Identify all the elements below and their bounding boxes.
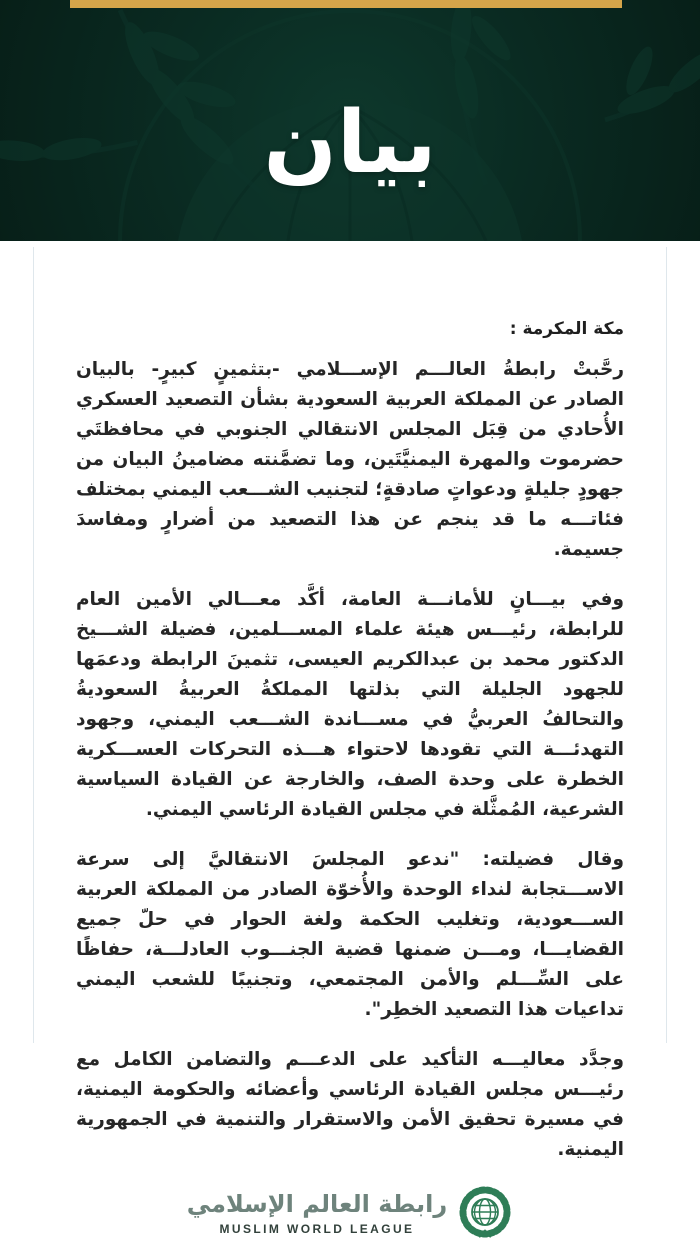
logo-arabic-calligraphy: رابطة العالم الإسلامي bbox=[186, 1190, 448, 1219]
paragraph-4: وجدَّد معاليـــه التأكيد على الدعـــم والتضامن الكامل مع رئيـــس مجلس القيادة الرئاسي وأعضائه والحكومة اليمنية، في مسيرة تحقيق الأمن والاستقرار والتنمية في الجمهورية اليمنية. bbox=[76, 1049, 624, 1160]
statement-title: بيان bbox=[263, 93, 437, 193]
gold-accent-bar bbox=[70, 0, 622, 8]
header-background bbox=[0, 0, 700, 241]
muslim-world-league-logo bbox=[76, 1185, 624, 1241]
logo-english-name: MUSLIM WORLD LEAGUE bbox=[219, 1221, 415, 1236]
statement-body bbox=[33, 247, 667, 1236]
paragraph-2: وفي بيـــانٍ للأمانـــة العامة، أكَّد معـــالي الأمين العام للرابطة، رئيـــس هيئة علماء المســـلمين، فضيلة الشـــيخ الدكتور محمد بن عبدالكريم العيسى، تثمينَ الرابطة ودعمَها للجهود الجليلة التي بذلتها المملكةُ العربيةُ السعوديةُ والتحالفُ العربيُّ في مســـاندة الشـــعب اليمني، وجهود التهدئـــة التي تقودها لاحتواء هـــذه التحركات العســـكرية الخطرة على وحدة الصف، والخارجة عن القيادة السياسية الشرعية، المُمثَّلة في مجلس القيادة الرئاسي اليمني. bbox=[76, 589, 624, 820]
location-heading: مكة المكرمة : bbox=[509, 319, 624, 339]
globe-wreath-emblem-icon bbox=[457, 1185, 513, 1241]
logo-text-block bbox=[187, 1190, 447, 1236]
paragraph-3: وقال فضيلته: "ندعو المجلسَ الانتقاليَّ إلى سرعة الاســـتجابة لنداء الوحدة والأُخوّة الصادر من المملكة العربية الســـعودية، وتغليب الحكمة ولغة الحوار في حلّ جميع القضايـــا، ومـــن ضمنها قضية الجنـــوب العادلـــة، حفاظًا على السِّـــلم والأمن المجتمعي، وتجنيبًا للشعب اليمني تداعيات هذا التصعيد الخطِر". bbox=[76, 849, 624, 1020]
paragraph-1: رحَّبتْ رابطةُ العالـــم الإســـلامي -بتثمينٍ كبيرٍ- بالبيان الصادر عن المملكة العربية السعودية بشأن التصعيد العسكري الأُحادي من قِبَل المجلس الانتقالي الجنوبي في محافظتَي حضرموت والمهرة اليمنيَّتَين، وما تضمَّنته مضامينُ البيان من جهودٍ جليلةٍ ودعواتٍ صادقةٍ؛ لتجنيب الشـــعب اليمني بمختلف فئاتـــه ما قد ينجم عن هذا التصعيد من أضرارٍ ومفاسدَ جسيمة. bbox=[76, 359, 624, 560]
header-banner bbox=[0, 0, 700, 247]
